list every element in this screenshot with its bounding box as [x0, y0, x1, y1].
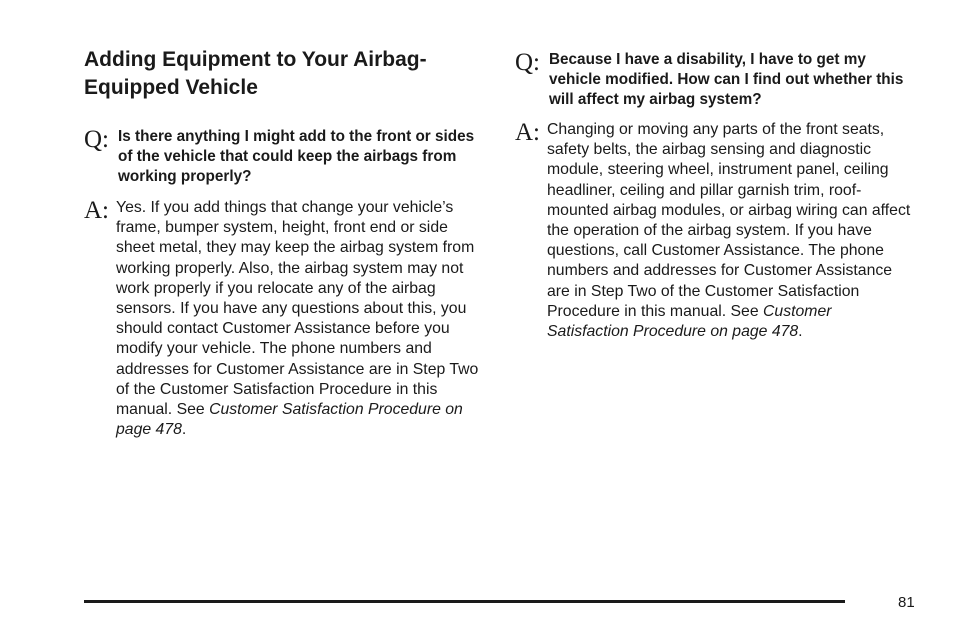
- left-answer-reference: Customer Satisfaction Procedure on page 478: [116, 401, 463, 439]
- right-answer-end: .: [798, 323, 803, 341]
- footer-rule: [84, 600, 845, 603]
- left-question-text: Is there anything I might add to the front or sides of the vehicle that could keep the airbags from working properly?: [118, 128, 475, 185]
- answer-marker: A:: [84, 197, 109, 224]
- right-answer-text: [547, 120, 915, 342]
- answer-marker: A:: [515, 119, 540, 146]
- left-answer-block: [84, 198, 484, 440]
- left-answer-body: Yes. If you add things that change your vehicle’s frame, bumper system, height, front end or side sheet metal, they may keep the airbag system from working properly. Also, the airbag system may not work properly if you relocate any of the airbag sensors. If you have any questions about this, you should contact Customer Assistance before you modify your vehicle. The phone numbers and addresses for Customer Assistance are in Step Two of the Customer Satisfaction Procedure in this manual. See: [116, 199, 479, 419]
- page-number: 81: [898, 594, 915, 611]
- right-question-block: [515, 50, 915, 110]
- right-answer-reference: Customer Satisfaction Procedure on page 478: [547, 302, 832, 341]
- right-answer-body: Changing or moving any parts of the front seats, safety belts, the airbag sensing and diagnostic module, steering wheel, instrument panel, ceiling headliner, ceiling and pillar garnish trim, roof-mounted airbag modules, or airbag wiring can affect the operation of the airbag system. If you have questions, call Customer Assistance. The phone numbers and addresses for Customer Assistance are in Step Two of the Customer Satisfaction Procedure in this manual. See: [547, 121, 911, 320]
- left-question-block: [84, 127, 484, 187]
- right-question-text: Because I have a disability, I have to get my vehicle modified. How can I find out whether this will affect my airbag system?: [549, 51, 904, 108]
- left-answer-end: .: [181, 421, 187, 439]
- right-answer-block: [515, 120, 915, 342]
- question-marker: Q:: [515, 49, 540, 76]
- left-answer-text: [116, 198, 484, 440]
- section-title: Adding Equipment to Your Airbag-Equipped Vehicle: [84, 48, 427, 99]
- question-marker: Q:: [84, 126, 109, 153]
